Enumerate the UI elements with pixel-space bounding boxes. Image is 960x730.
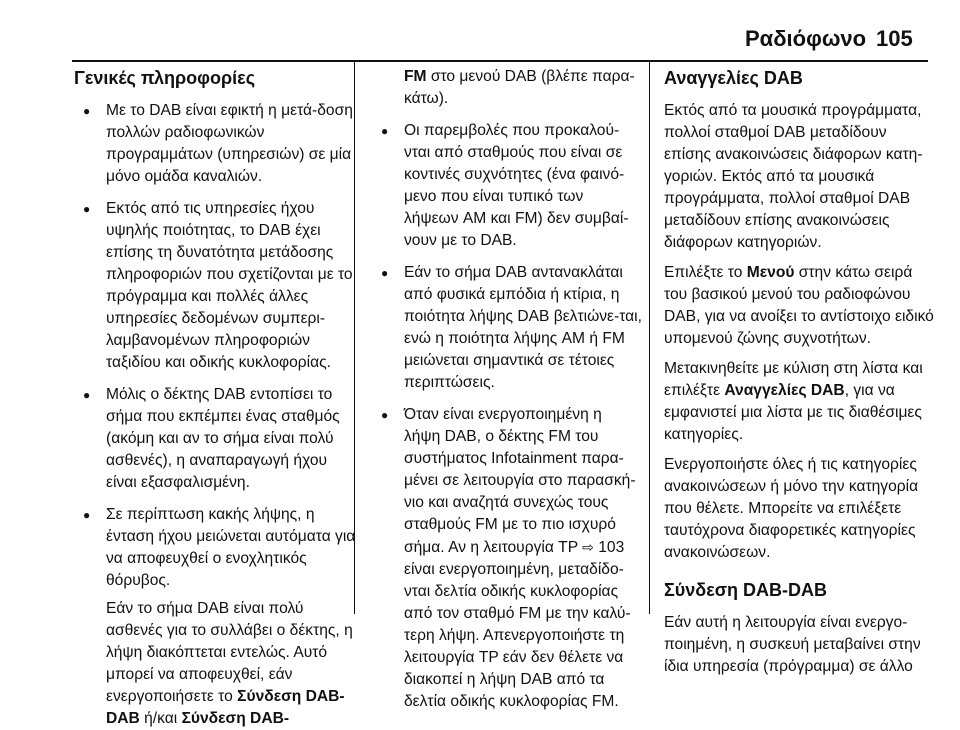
header-rule — [72, 60, 928, 62]
list-item-text: Όταν είναι ενεργοποιημένη η λήψη DAB, ο δέκτης FM του συστήματος Infotainment παρα-μένει σε λειτουργία στο παρασκή-νιο και αναζητά συνεχώς τους σταθμούς FM με το πιο ισχυρό σήμα. Αν η λειτουργία TP — [404, 406, 636, 556]
paragraph-text: στην κάτω σειρά του βασικού μενού του ραδιοφώνου DAB, για να ανοίξει το αντίστοιχο ειδικό υπομενού ζώνης συχνοτήτων. — [664, 264, 934, 347]
list-item: ● Εκτός από τις υπηρεσίες ήχου υψηλής ποιότητας, το DAB έχει επίσης τη δυνατότητα μετάδοσης πληροφοριών που σχετίζονται με το πρόγραμμα και πολλές άλλες υπηρεσίες δεδομένων συμπερι-λαμβανομένων πληροφοριών ταξιδίου και οδικής κυκλοφορίας. — [74, 198, 362, 374]
page-header — [0, 0, 960, 58]
list-item-text: είναι ενεργοποιημένη, μεταδίδο-νται δελτία οδικής κυκλοφορίας από τον σταθμό FM με την καλύ-τερη λήψη. Απενεργοποιήστε τη λειτουργία TP εάν δεν θέλετε να διακοπεί η λήψη DAB από τα δελτία οδικής κυκλοφορίας FM. — [404, 561, 631, 710]
column-2 — [372, 66, 642, 723]
continuation-paragraph — [74, 598, 362, 730]
continued-text: στο μενού DAB (βλέπε παρα-κάτω). — [404, 68, 635, 107]
menu-option-dab-announcements: Αναγγελίες DAB — [724, 382, 845, 399]
menu-option-fm: FM — [404, 68, 427, 85]
page-reference-arrow-icon: ⇨ — [582, 539, 594, 555]
section-heading-dab-announcements: Αναγγελίες DAB — [664, 68, 803, 88]
dab-benefits-list — [372, 120, 642, 713]
paragraph: Ενεργοποιήστε όλες ή τις κατηγορίες ανακοινώσεων ή μόνο την κατηγορία που θέλετε. Μπορείτε να επιλέξετε ταυτόχρονα διαφορετικές κατηγορίες ανακοινώσεων. — [664, 456, 919, 561]
paragraph — [664, 358, 936, 446]
general-info-list — [74, 100, 362, 592]
menu-option-dab-fm: Σύνδεση DAB- — [181, 710, 290, 727]
page-title: Ραδιόφωνο — [745, 26, 867, 51]
list-item: ● Μόλις ο δέκτης DAB εντοπίσει το σήμα που εκπέμπει ένας σταθμός (ακόμη και αν το σήμα είναι πολύ ασθενές), η αναπαραγωγή ήχου είναι εξασφαλισμένη. — [74, 384, 362, 494]
list-item — [74, 504, 362, 592]
paragraph: Εκτός από τα μουσικά προγράμματα, πολλοί σταθμοί DAB μεταδίδουν επίσης ανακοινώσεις διάφορων κατη-γοριών. Εκτός από τα μουσικά προγράμματα, πολλοί σταθμοί DAB μεταδίδουν επίσης ανακοινώσεις διάφορων κατηγοριών. — [664, 102, 923, 251]
section-heading-general-info: Γενικές πληροφορίες — [74, 68, 256, 88]
menu-option-dab-dab: Σύνδεση DAB-DAB — [106, 688, 345, 727]
column-divider-2 — [649, 62, 650, 614]
list-item: ● Εάν το σήμα DAB αντανακλάται από φυσικά εμπόδια ή κτίρια, η ποιότητα λήψης DAB βελτιώνε-ται, ενώ η ποιότητα λήψης AM ή FM μειώνεται σημαντικά σε τέτοιες περιπτώσεις. — [372, 262, 642, 394]
menu-option-menu: Μενού — [746, 264, 795, 281]
continued-paragraph — [372, 66, 642, 110]
paragraph — [664, 262, 936, 350]
and-or-text: ή/και — [139, 710, 182, 727]
list-item: ● Οι παρεμβολές που προκαλού-νται από σταθμούς που είναι σε κοντινές συχνότητες (ένα φαινό-μενο που είναι τυπικό των λήψεων AM και FM) δεν συμβαί-νουν με το DAB. — [372, 120, 642, 252]
column-1 — [74, 66, 362, 730]
paragraph-text: Μετακινηθείτε με κύλιση στη λίστα και επιλέξτε — [664, 360, 923, 399]
page-number: 105 — [876, 26, 913, 51]
list-item: ● Με το DAB είναι εφικτή η μετά-δοση πολλών ραδιοφωνικών προγραμμάτων (υπηρεσιών) σε μία μόνο ομάδα καναλιών. — [74, 100, 362, 188]
page-reference-number: 103 — [593, 539, 625, 556]
section-heading-dab-dab-linking: Σύνδεση DAB-DAB — [664, 580, 828, 600]
column-3 — [664, 66, 936, 686]
list-item-text: Σε περίπτωση κακής λήψης, η ένταση ήχου μειώνεται αυτόματα για να αποφευχθεί ο ενοχλητικός θόρυβος. — [106, 506, 356, 589]
continuation-text: Εάν το σήμα DAB είναι πολύ ασθενές για το συλλάβει ο δέκτης, η λήψη διακόπτεται εντελώς. Αυτό μπορεί να αποφευχθεί, εάν ενεργοποιήσετε το — [106, 600, 353, 705]
paragraph-text: Επιλέξτε το — [664, 264, 747, 281]
list-item — [372, 404, 642, 713]
paragraph-text: , για να εμφανιστεί μια λίστα με τις διαθέσιμες κατηγορίες. — [664, 382, 922, 443]
paragraph: Εάν αυτή η λειτουργία είναι ενεργο-ποιημένη, η συσκευή μεταβαίνει στην ίδια υπηρεσία (πρόγραμμα) σε άλλο — [664, 614, 921, 675]
